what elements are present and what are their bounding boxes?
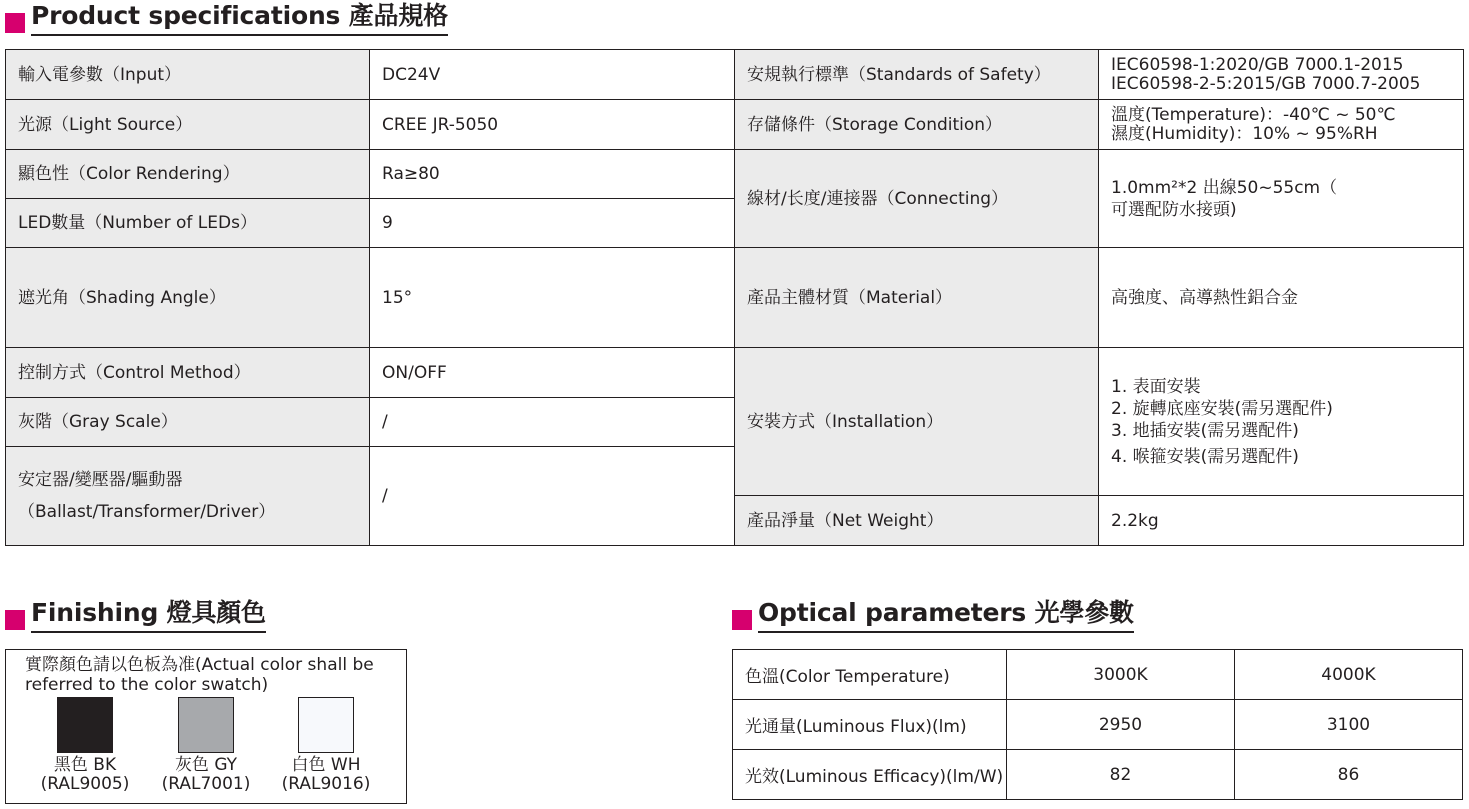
optical-label-flux: 光通量(Luminous Flux)(lm) [733, 700, 1007, 750]
spec-value-led-count: 9 [370, 199, 735, 248]
list-item: 3. 地插安裝(需另選配件) [1111, 420, 1299, 441]
spec-value-light-source: CREE JR-5050 [370, 100, 735, 150]
finishing-heading [5, 597, 266, 633]
table-row [733, 650, 1463, 700]
spec-value-connecting: 1.0mm²*2 出線50~55cm（ 可選配防水接頭) [1099, 150, 1464, 248]
color-swatch-gray [178, 697, 234, 753]
spec-value-control-method: ON/OFF [370, 348, 735, 398]
table-row [733, 750, 1463, 800]
list-item: 2. 旋轉底座安裝(需另選配件) [1111, 398, 1333, 419]
table-row [6, 50, 1464, 100]
spec-value-input: DC24V [370, 50, 735, 100]
spec-label-safety: 安規執行標準（Standards of Safety） [735, 50, 1099, 100]
table-row [6, 150, 1464, 199]
spec-value-material: 高強度、高導熱性鋁合金 [1099, 248, 1464, 348]
spec-label-net-weight: 產品淨量（Net Weight） [735, 496, 1099, 546]
spec-label-control-method: 控制方式（Control Method） [6, 348, 370, 398]
optical-value: 3100 [1235, 700, 1463, 750]
optical-table [732, 649, 1463, 800]
optical-heading [732, 597, 1134, 633]
spec-label-shading-angle: 遮光角（Shading Angle） [6, 248, 370, 348]
spec-value-shading-angle: 15° [370, 248, 735, 348]
color-swatch-black [57, 697, 113, 753]
optical-label-efficacy: 光效(Luminous Efficacy)(lm/W) [733, 750, 1007, 800]
accent-square-icon [5, 13, 25, 33]
table-row [6, 248, 1464, 348]
product-specs-heading [5, 0, 448, 36]
optical-value: 82 [1007, 750, 1235, 800]
spec-label-driver: 安定器/變壓器/驅動器 （Ballast/Transformer/Driver） [6, 447, 370, 546]
spec-label-light-source: 光源（Light Source） [6, 100, 370, 150]
spec-value-safety: IEC60598-1:2020/GB 7000.1-2015 IEC60598-2-5:2015/GB 7000.7-2005 [1099, 50, 1464, 100]
optical-value: 4000K [1235, 650, 1463, 700]
list-item: 4. 喉箍安裝(需另選配件) [1111, 446, 1299, 467]
finishing-title: Finishing 燈具顏色 [31, 597, 266, 633]
list-item: 1. 表面安裝 [1111, 376, 1201, 397]
spec-label-storage: 存儲條件（Storage Condition） [735, 100, 1099, 150]
spec-label-connecting: 線材/长度/連接器（Connecting） [735, 150, 1099, 248]
table-row [6, 348, 1464, 398]
product-specs-table [5, 49, 1464, 546]
accent-square-icon [732, 610, 752, 630]
swatch-caption-white: 白色 WH (RAL9016) [281, 755, 371, 794]
optical-title: Optical parameters 光學參數 [758, 597, 1134, 633]
color-note: 實際顏色請以色板為准(Actual color shall be referred to the color swatch) [25, 655, 374, 695]
spec-value-color-rendering: Ra≥80 [370, 150, 735, 199]
spec-label-led-count: LED數量（Number of LEDs） [6, 199, 370, 248]
accent-square-icon [5, 610, 25, 630]
product-specs-title: Product specifications 產品規格 [31, 0, 448, 36]
optical-label-cct: 色溫(Color Temperature) [733, 650, 1007, 700]
spec-value-storage: 溫度(Temperature)：-40℃ ~ 50℃ 濕度(Humidity)：10% ~ 95%RH [1099, 100, 1464, 150]
spec-label-color-rendering: 顯色性（Color Rendering） [6, 150, 370, 199]
optical-value: 2950 [1007, 700, 1235, 750]
table-row [6, 100, 1464, 150]
table-row [733, 700, 1463, 750]
spec-value-net-weight: 2.2kg [1099, 496, 1464, 546]
swatch-caption-gray: 灰色 GY (RAL7001) [161, 755, 251, 794]
spec-label-installation: 安裝方式（Installation） [735, 348, 1099, 496]
finishing-box [5, 649, 407, 804]
color-swatch-white [298, 697, 354, 753]
swatch-caption-black: 黑色 BK (RAL9005) [40, 755, 130, 794]
spec-value-gray-scale: / [370, 398, 735, 447]
spec-label-material: 產品主體材質（Material） [735, 248, 1099, 348]
spec-value-installation [1099, 348, 1464, 496]
optical-value: 3000K [1007, 650, 1235, 700]
spec-value-driver: / [370, 447, 735, 546]
optical-value: 86 [1235, 750, 1463, 800]
spec-label-gray-scale: 灰階（Gray Scale） [6, 398, 370, 447]
spec-label-input: 輸入電參數（Input） [6, 50, 370, 100]
